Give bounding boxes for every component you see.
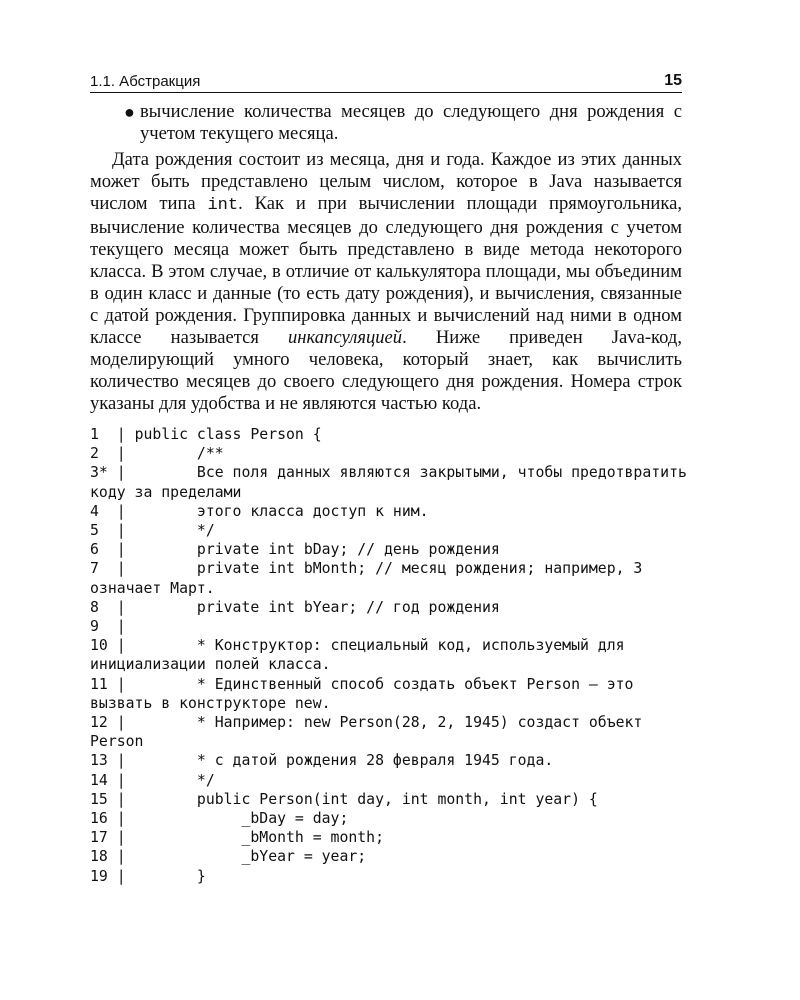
running-header [90, 70, 682, 90]
line-separator: | [116, 867, 135, 885]
line-number: 6 [90, 541, 117, 559]
line-separator: | [116, 618, 135, 636]
line-number: 17 [90, 829, 117, 847]
code-line [90, 771, 690, 790]
line-separator: | [116, 848, 135, 866]
line-separator: | [116, 541, 135, 559]
code-line [90, 713, 690, 751]
code-text: * Конструктор: специальный код, используемый для инициализации полей класса. [90, 637, 634, 674]
line-separator: | [116, 502, 135, 520]
code-line [90, 425, 690, 444]
paragraph-part-2: . Как и при вычислении площади прямоугольника, вычисление количества месяцев до следующего дня рождения с учетом текущего месяца может быть представлено в виде метода некоторого класса. В этом случае, в отличие от калькулятора площади, мы объединим в один класс и данные (то есть дату рождения), и вычисления, связанные с датой рождения. Группировка данных и вычислений над ними в одном классе называется [90, 193, 682, 348]
line-number: 5 [90, 522, 117, 540]
bullet-text: вычисление количества месяцев до следующего дня рождения с учетом текущего месяца. [140, 101, 682, 144]
code-text: _bMonth = month; [134, 829, 384, 847]
line-separator: | [116, 714, 135, 732]
line-separator: | [116, 790, 135, 808]
line-number: 7 [90, 560, 117, 578]
line-separator: | [116, 752, 135, 770]
code-line [90, 540, 690, 559]
page-number: 15 [664, 72, 682, 89]
code-text: * Единственный способ создать объект Person — это вызвать в конструкторе new. [90, 675, 643, 712]
line-separator: | [116, 445, 135, 463]
line-number: 3* [90, 464, 117, 482]
bullet-item [90, 101, 682, 145]
code-line [90, 828, 690, 847]
code-text: } [134, 867, 206, 885]
book-page [90, 70, 696, 886]
code-text: private int bDay; // день рождения [134, 541, 500, 559]
body-paragraph [90, 149, 682, 415]
line-number: 16 [90, 810, 117, 828]
code-text: public class Person { [134, 426, 322, 443]
line-number: 9 [90, 618, 117, 636]
code-line [90, 463, 696, 501]
line-separator: | [116, 426, 135, 443]
code-line [90, 847, 690, 866]
line-separator: | [116, 598, 135, 616]
code-line [90, 444, 690, 463]
line-separator: | [116, 810, 135, 828]
code-line [90, 809, 690, 828]
paragraph-part-1: Дата рождения состоит из месяца, дня и года. Каждое из этих данных может быть представлено целым числом, которое в Java называется числом типа [90, 149, 682, 214]
line-number: 4 [90, 502, 117, 520]
line-separator: | [116, 829, 135, 847]
code-text: * с датой рождения 28 февраля 1945 года. [134, 752, 554, 770]
code-text: public Person(int day, int month, int year) { [134, 790, 598, 808]
line-number: 15 [90, 790, 117, 808]
bullet-marker: ● [124, 102, 135, 122]
header-rule [90, 92, 682, 93]
code-line [90, 790, 690, 809]
line-number: 19 [90, 867, 117, 885]
code-line [90, 867, 690, 886]
line-separator: | [116, 771, 135, 789]
code-text: private int bMonth; // месяц рождения; например, 3 означает Март. [90, 560, 652, 597]
code-line [90, 751, 690, 770]
line-number: 18 [90, 848, 117, 866]
line-number: 2 [90, 445, 117, 463]
line-separator: | [116, 675, 135, 693]
code-line [90, 598, 690, 617]
line-number: 11 [90, 675, 117, 693]
inline-code-int: int [207, 196, 239, 215]
line-separator: | [116, 522, 135, 540]
line-separator: | [116, 560, 135, 578]
code-text: * Например: new Person(28, 2, 1945) создаст объект Person [90, 714, 652, 751]
code-text: */ [134, 522, 215, 540]
code-text: */ [134, 771, 215, 789]
code-text: этого класса доступ к ним. [134, 502, 429, 520]
code-listing [90, 425, 696, 886]
code-line [90, 675, 690, 713]
line-number: 8 [90, 598, 117, 616]
code-text: Все поля данных являются закрытыми, чтобы предотвратить коду за пределами [90, 464, 696, 501]
code-line [90, 559, 690, 597]
emphasis-term: инкапсуляцией [287, 327, 403, 348]
line-number: 13 [90, 752, 117, 770]
line-number: 1 [90, 426, 117, 443]
line-separator: | [116, 464, 135, 482]
code-line [90, 521, 690, 540]
code-text: _bYear = year; [134, 848, 367, 866]
line-number: 14 [90, 771, 117, 789]
code-text: /** [134, 445, 224, 463]
line-number: 10 [90, 637, 117, 655]
code-line [90, 617, 690, 636]
line-separator: | [116, 637, 135, 655]
paragraph-part-3: . Ниже приведен Java-код, моделирующий умного человека, который знает, как вычислить количество месяцев до своего следующего дня рождения. Номера строк указаны для удобства и не являются частью кода. [90, 327, 682, 414]
code-text: _bDay = day; [134, 810, 349, 828]
code-text: private int bYear; // год рождения [134, 598, 500, 616]
code-line [90, 636, 690, 674]
section-title: 1.1. Абстракция [90, 73, 201, 90]
line-number: 12 [90, 714, 117, 732]
code-line [90, 502, 690, 521]
